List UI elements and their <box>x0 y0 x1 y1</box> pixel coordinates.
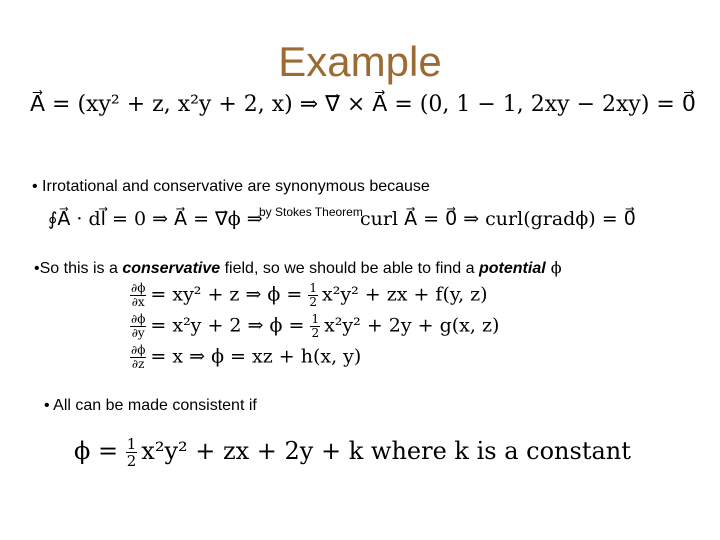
stokes-left-text: A⃗ · dl⃗ = 0 ⇒ A⃗ = ∇⃗ϕ ⇒ <box>57 208 263 230</box>
final-where: where k is a constant <box>363 437 631 465</box>
partial-fraction-z: $\frac{\partial\phi}{\partial z}$ <box>131 343 146 371</box>
bullet-conservative-mid: field, so we should be able to find a <box>220 260 479 277</box>
phi-symbol: ϕ <box>545 258 562 277</box>
partial-row-x: $\frac{\partial\phi}{\partial x}$ = xy² + z ⇒ ϕ = $\frac{1}{2}$ x²y² + zx + f(y, z) <box>131 281 488 309</box>
partial-row-y: $\frac{\partial\phi}{\partial y}$ = x²y + 2 ⇒ ϕ = $\frac{1}{2}$ x²y² + 2y + g(x, z) <box>131 312 500 340</box>
final-rhs: x²y² + zx + 2y + k <box>141 437 364 465</box>
final-lhs: ϕ = <box>74 437 126 465</box>
partial-fraction-x: $\frac{\partial\phi}{\partial x}$ <box>131 281 146 309</box>
curl-equation: A⃗ = (xy² + z, x²y + 2, x) ⇒ ∇⃗ × A⃗ = (0, 1 − 1, 2xy − 2xy) = 0⃗ <box>30 92 696 117</box>
bullet-conservative <box>34 258 562 278</box>
partial-row-z: $\frac{\partial\phi}{\partial z}$ = x ⇒ ϕ = xz + h(x, y) <box>131 343 362 371</box>
contour-integral-symbol: ∮ <box>48 209 58 230</box>
bullet-consistent: • All can be made consistent if <box>44 397 257 414</box>
stokes-label: by Stokes Theorem <box>259 205 363 219</box>
stokes-equation-right: curl A⃗ = 0⃗ ⇒ curl(gradϕ) = 0⃗ <box>360 208 636 230</box>
term-potential: potential <box>479 260 546 277</box>
half-fraction: $\frac{1}{2}$ <box>126 435 137 470</box>
stokes-equation-left <box>48 208 263 230</box>
slide-title: Example <box>278 38 442 85</box>
partial-fraction-y: $\frac{\partial\phi}{\partial y}$ <box>131 312 146 340</box>
half-fraction: $\frac{1}{2}$ <box>311 312 320 340</box>
half-fraction: $\frac{1}{2}$ <box>309 281 318 309</box>
potential-solution <box>74 436 631 469</box>
term-conservative: conservative <box>122 260 221 277</box>
bullet-irrotational: • Irrotational and conservative are synonymous because <box>32 178 430 195</box>
bullet-conservative-prefix: •So this is a <box>34 260 123 277</box>
